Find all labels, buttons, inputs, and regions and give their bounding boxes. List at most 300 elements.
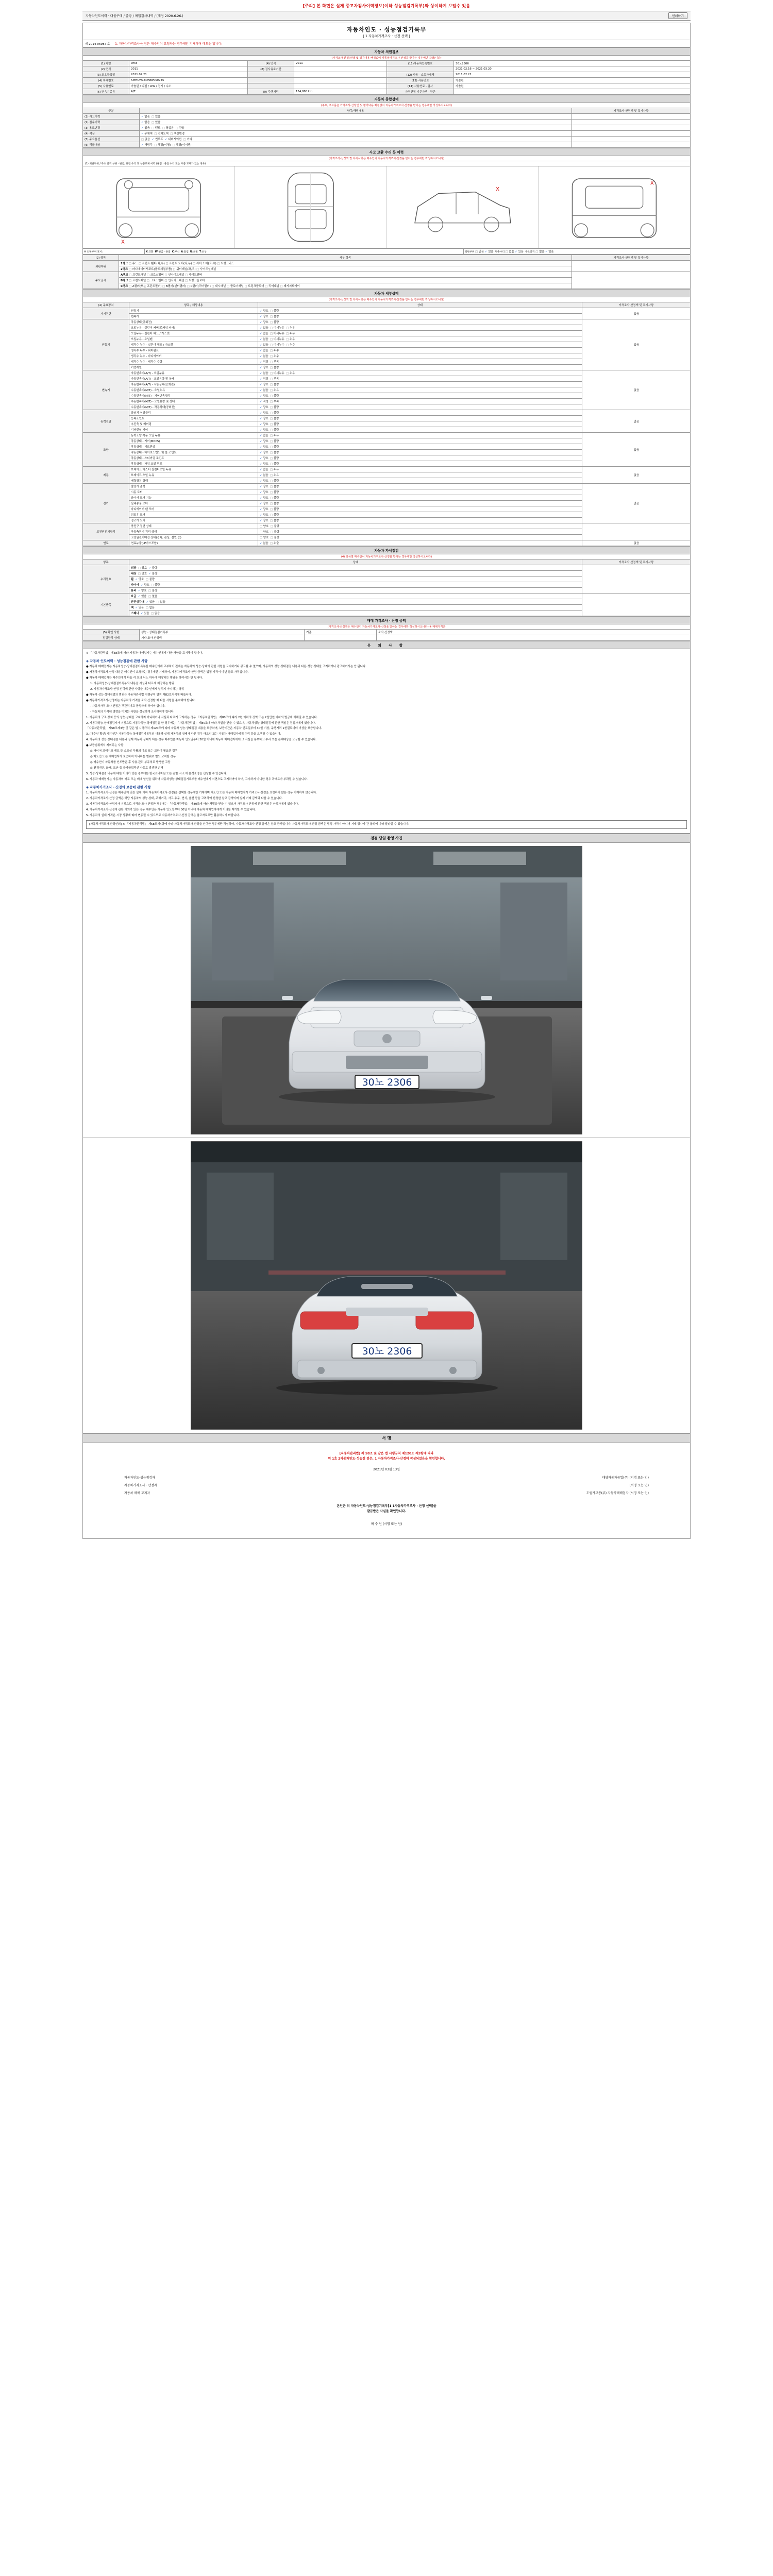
checkbox-option[interactable]: ✓ 양호 [260, 491, 268, 494]
checkbox-option[interactable]: ✓ 양호 [260, 446, 268, 449]
checkbox-option[interactable]: ✓ 양호 [260, 485, 268, 488]
checkbox-option[interactable]: ✓ 썬루프 [152, 138, 163, 141]
checkbox-option[interactable]: □ 리어패널 [265, 285, 279, 288]
checkbox-option[interactable]: □ 불량 [270, 531, 279, 534]
detail-item-label: 냉각수 누수 - 워터펌프 [129, 348, 258, 353]
checkbox-option[interactable]: ✓ 양호 [135, 578, 144, 581]
checkbox-option[interactable]: ✓ 양호 [260, 440, 268, 443]
checkbox-option[interactable]: ✓ 양호 [260, 412, 268, 415]
checkbox-option[interactable]: □ 사이드실패널 [196, 268, 216, 271]
checkbox-option[interactable]: ✓ 없음 [260, 344, 268, 347]
checkbox-option[interactable]: □ 불량 [270, 417, 279, 420]
posture-group-label: 수리필요 [83, 565, 129, 594]
checkbox-option[interactable]: ✓ 양호 [260, 321, 268, 324]
detail-col-header: 상태 [258, 302, 582, 308]
checkbox-option[interactable]: ✓ 양호 [260, 457, 268, 460]
checkbox-option[interactable]: ✓ 양호 [141, 584, 149, 587]
checkbox-option[interactable]: □ 전체도색 [154, 132, 169, 135]
detail-group-memo: 없음 [582, 308, 691, 319]
checkbox-option[interactable]: ✓ 양호 [260, 423, 268, 426]
state-options [140, 137, 572, 142]
checkbox-option[interactable]: □ 누출 [270, 542, 279, 545]
photo-rear-box [82, 1138, 691, 1433]
checkbox-option[interactable]: □ 프런트 도어(좌,우) [165, 262, 192, 265]
checkbox-option[interactable]: ✓ 양호 [260, 514, 268, 517]
posture-options: 유리 ✓ 양호 □ 불량 [129, 588, 582, 594]
info-label: (12) 사용 · 소유자대체 [387, 72, 454, 78]
detail-item-label: 자동변속기(A/T) - 작동상태(공회전) [129, 382, 258, 387]
checkbox-option[interactable]: □ 부족 [270, 378, 279, 381]
detail-state-row [83, 319, 691, 325]
checkbox-option[interactable]: ✓ 양호 [260, 463, 268, 466]
detail-state-row [83, 433, 691, 438]
checkbox-option[interactable]: □ 불량 [270, 508, 279, 511]
checkbox-option[interactable]: □ 없음 [475, 250, 484, 253]
checkbox-option[interactable]: ✓ 양호 [260, 315, 268, 318]
checkbox-option[interactable]: □ 누수 [270, 355, 279, 358]
detail-item-label: 디퍼렌셜 기어 [129, 427, 258, 433]
section2-header: 자동차 종합상태 [83, 95, 691, 103]
checkbox-option[interactable]: □ 트렁크플로어 [185, 279, 205, 282]
notice-paragraph: ◈ 자동차가격조사 · 산정의 보증에 관한 사항 [86, 785, 151, 789]
checkbox-option[interactable]: □ 없음 [535, 250, 545, 253]
checkbox-option[interactable]: □ 인사이드패널 [164, 279, 184, 282]
detail-item-label: 추진축 및 베어링 [129, 421, 258, 427]
notice-paragraph: 6. 자동차 매매업자는 자동차의 매도 또는 매매 알선을 위하여 자동차성능·상태점검기록부를 매수인에게 서면으로 고지하여야 하며, 고지하지 아니한 경우 과태료가 부과될 수 있습니다. [86, 777, 308, 781]
checkbox-option[interactable]: □ 불량 [270, 423, 279, 426]
checkbox-option[interactable]: □ 사이드멤버 [185, 274, 203, 277]
svg-text:X: X [650, 180, 654, 187]
panel-group-label: 외판부위 [83, 261, 119, 272]
doc-note: 1. 자동차가격조사·산정은 매수인이 요청하는 경우에만 기재하며 매도는 합니다. [115, 42, 223, 46]
notice-paragraph: ● 자동차 성능·상태점검의 범위는 자동차관리법 시행규칙 별지 제82호서식에 따릅니다. [86, 693, 192, 697]
checkbox-option[interactable]: □ 누유 [270, 434, 279, 437]
section2-note: (주요, 주요품은 가격조사·산정및 및 평가내용 빠짐없이 자동차가격조사·산정을 받아는 경우에만 작성하시오니다) [83, 103, 691, 108]
notice-paragraph: ● 보증범위에서 제외되는 사항 [86, 744, 124, 748]
photo-front [191, 846, 582, 1134]
checkbox-option[interactable]: □ 미세누수 [270, 344, 284, 347]
checkbox-option[interactable]: □ 불량 [270, 429, 279, 432]
detail-item-options [258, 342, 582, 348]
notice-paragraph: 5. 성능·상태점검 내용에 대한 이의가 있는 경우에는 한국소비자원 또는 관할 시·도에 분쟁조정을 신청할 수 있습니다. [86, 772, 227, 775]
checkbox-option[interactable]: ✓ 없음 [260, 468, 268, 471]
checkbox-option[interactable]: □ A필러(또는 프런트필러) [129, 285, 162, 288]
legend-item: C:부식 [172, 250, 180, 253]
checkbox-option[interactable]: ✓ 적정 [260, 400, 268, 403]
info-label: (13) 사용연료 [387, 78, 454, 83]
notice-paragraph: 1. 자동차가격조사·산정은 매수인이 있는 실제(이하 자동차가격조사·산정)을 선택한 경우에만 기재하며 매도인 또는 자동차 매매업자가 가격조사·산정을 요청하지 않은 경우 기재하지 않습니다. [86, 791, 317, 795]
state-label: (1) 사고이력 [83, 114, 140, 120]
photo-section-header: 점검 당일 촬영 사진 [82, 834, 691, 843]
panel-row [83, 261, 691, 266]
detail-item-label: 구동축전지 격리 상태 [129, 529, 258, 535]
section4-note: (가격조사·산정액 및 특기사항은 매수인이 자동차가격조사·산정을 받아는 경우에만 작성하시오니다) [83, 297, 691, 302]
checkbox-option[interactable]: ✓ 불량 [148, 567, 158, 570]
detail-item-label: 작동상태(공회전) [129, 319, 258, 325]
checkbox-option[interactable]: □ 해당(미이행) [172, 144, 192, 147]
detail-item-options [258, 353, 582, 359]
checkbox-option[interactable]: □ 불량 [270, 412, 279, 415]
checkbox-option[interactable]: ✓ 없음 [260, 332, 268, 335]
checkbox-option[interactable]: □ 없음 [148, 595, 158, 598]
checkbox-option[interactable]: ✓ 양호 [260, 508, 268, 511]
checkbox-option[interactable]: ✓ 양호 [260, 417, 268, 420]
detail-item-label: 작동상태 - 피트먼암 [129, 444, 258, 450]
section3-detail-table: (2) 항목 세부 항목 가격조사·산정액 및 특기사항 외판부위 1랭크 □ 후드 □ 프런트 휀더(좌,우) □ 프런트 도어(좌,우) □ 리어 도어(좌,우) □ 트렁크리드 2랭크 □ 라디에이터서포트(볼트체결부품) □ 쿼터패널(좌,우) □ 사이드실패널 주요골격 A랭크 □ 프런트패널 □ 크로스멤버 □ 인사이드패널 □ 사이드멤버 B랭크 □ 프런트패널 □ 크로스멤버 □ 인사이드패널 □ 트렁크플로어 C랭크 □ A필러(또는 프런트필러) □ B필러(센터필러) □ C필러(리어필러) □ 대시패널 □ 플로어패널 □ 트렁크플로어 □ 리어패널 □ 패키지트레이 [82, 255, 691, 289]
checkbox-option[interactable]: □ 트렁크플로어 [244, 285, 264, 288]
doc-number: 제 2014-06987 호 [85, 43, 110, 46]
checkbox-option[interactable]: □ 양호 [260, 525, 269, 528]
checkbox-option[interactable]: □ 없음 [505, 250, 514, 253]
checkbox-option[interactable]: □ 불량 [270, 463, 279, 466]
checkbox-option[interactable]: □ 누유 [270, 389, 279, 392]
checkbox-option[interactable]: □ 영업용 [162, 127, 174, 130]
detail-item-options [258, 484, 582, 489]
checkbox-option[interactable]: ✓ 양호 [260, 451, 268, 454]
checkbox-option[interactable]: ✓ 없음 [260, 338, 268, 341]
checkbox-option[interactable]: □ 불량 [270, 315, 279, 318]
legend-item: X:교환 [146, 250, 154, 253]
price-row [83, 630, 691, 635]
panel-items: 2랭크 □ 라디에이터서포트(볼트체결부품) □ 쿼터패널(좌,우) □ 사이드실패널 [119, 266, 572, 272]
checkbox-option[interactable]: □ 프런트 휀더(좌,우) [138, 262, 165, 265]
checkbox-option[interactable]: ✓ 있음 [545, 250, 554, 253]
checkbox-option[interactable]: □ 색상변경 [170, 132, 185, 135]
info-value: 134,880 km [294, 89, 387, 95]
checkbox-option[interactable]: □ 누수 [270, 349, 279, 352]
checkbox-option[interactable]: □ 불량 [270, 310, 279, 313]
info-label [248, 83, 294, 89]
checkbox-option[interactable]: □ 누유 [270, 474, 279, 477]
checkbox-option[interactable]: ✓ 양호 [260, 406, 268, 409]
section6-note: (가격조사·산정액은 매수인이 자동차가격조사·산정을 받아는 경우에만 작성하시오니다) ※ 매매가격은 [83, 624, 691, 630]
info-value: 가솔린 [454, 78, 691, 83]
panel-items: C랭크 □ A필러(또는 프런트필러) □ B필러(센터필러) □ C필러(리어필러) □ 대시패널 □ 플로어패널 □ 트렁크플로어 □ 리어패널 □ 패키지트레이 [119, 283, 572, 289]
checkbox-option[interactable]: □ B필러(센터필러) [162, 285, 187, 288]
checkbox-option[interactable]: ✓ 적정 [260, 378, 268, 381]
checkbox-option[interactable]: □ 불량 [270, 395, 279, 398]
checkbox-option[interactable]: □ 불량 [270, 383, 279, 386]
checkbox-option[interactable]: □ 있음 [152, 121, 161, 124]
detail-item-options [258, 387, 582, 393]
checkbox-option[interactable]: ✓ 무채색 [141, 132, 153, 135]
detail-col-header: 항목 / 해당내용 [129, 302, 258, 308]
state-label: (2) 침수이력 [83, 120, 140, 125]
checkbox-option[interactable]: ✓ 없음 [260, 327, 268, 330]
detail-group-memo: 없음 [582, 484, 691, 523]
info-value: 2011.02.21 [129, 72, 248, 78]
detail-group-label: 연료 [83, 540, 129, 546]
checkbox-option[interactable]: □ 없음 [145, 606, 155, 609]
section-detail-state [82, 289, 691, 546]
checkbox-option[interactable]: □ 인사이드패널 [164, 274, 184, 277]
posture-group-label: 기본품목 [83, 594, 129, 616]
notice-paragraph: 1. 자동차성능·상태점검기록부의 내용을 사실과 다르게 제공하는 행위 [90, 682, 174, 686]
checkbox-option[interactable]: □ 불량 [270, 491, 279, 494]
print-button[interactable]: 인쇄하기 [668, 12, 687, 19]
checkbox-option[interactable]: ✓ 없음 [260, 372, 268, 375]
panel-memo [572, 261, 691, 272]
checkbox-option[interactable]: □ 트렁크리드 [217, 262, 234, 265]
checkbox-option[interactable]: □ 기타 [183, 138, 192, 141]
checkbox-option[interactable]: ✓ 있음 [515, 250, 524, 253]
checkbox-option[interactable]: ✓ 있음 [146, 601, 155, 604]
checkbox-option[interactable]: ✓ 양호 [260, 480, 268, 483]
detail-item-options [258, 421, 582, 427]
checkbox-option[interactable]: □ 불량 [270, 485, 279, 488]
posture-col-header: 가격조사·산정액 및 특기사항 [582, 560, 691, 565]
signature-notice [93, 1448, 680, 1465]
detail-item-options [258, 478, 582, 484]
section2-col1: 구분 [83, 108, 140, 114]
checkbox-option[interactable]: ✓ 양호 [260, 429, 268, 432]
checkbox-option[interactable]: □ 라디에이터서포트(볼트체결부품) [128, 268, 172, 271]
signature-name[interactable]: 도림카교통(주) 자동차매매업자 (서명 또는 인) [586, 1491, 649, 1495]
detail-item-label: 윈도우 모터 [129, 512, 258, 518]
detail-group-memo: 없음 [582, 433, 691, 467]
checkbox-option[interactable]: □ 양호 [138, 567, 147, 570]
checkbox-option[interactable]: □ 리어 도어(좌,우) [193, 262, 216, 265]
checkbox-option[interactable]: ✓ 적정 [260, 361, 268, 364]
checkbox-option[interactable]: ✓ 있음 [135, 606, 144, 609]
signature-name[interactable]: 대양자동차공업(주) (서명 또는 인) [602, 1476, 649, 1480]
checkbox-option[interactable]: □ 불량 [270, 366, 279, 369]
checkbox-option[interactable]: □ 누수 [286, 344, 295, 347]
checkbox-option[interactable]: □ 미세누유 [270, 372, 284, 375]
checkbox-option[interactable]: ✓ 있음 [138, 595, 147, 598]
checkbox-option[interactable]: ✓ 불량 [148, 572, 158, 575]
detail-item-options [258, 535, 582, 540]
checkbox-option[interactable]: □ 양호 [138, 572, 147, 575]
checkbox-option[interactable]: □ 렌트 [152, 127, 161, 130]
checkbox-option[interactable]: ✓ 양호 [260, 519, 268, 522]
checkbox-option[interactable]: ✓ 없음 [260, 355, 268, 358]
panel-group-label: 주요골격 [83, 272, 119, 289]
diagram-rear-view [539, 166, 690, 248]
checkbox-option[interactable]: ✓ 있음 [141, 612, 149, 615]
detail-item-options [258, 365, 582, 370]
checkbox-option[interactable]: □ 불량 [270, 440, 279, 443]
diagram-top-view [235, 166, 387, 248]
checkbox-option[interactable]: □ 관용 [175, 127, 184, 130]
checkbox-option[interactable]: ✓ 양호 [260, 366, 268, 369]
checkbox-option[interactable]: □ 프런트패널 [129, 274, 146, 277]
state-memo [572, 120, 691, 125]
detail-item-label: 등속조인트 [129, 416, 258, 421]
signature-notice-line: [자동차관리법] 제 58조 및 같은 법 시행규칙 제120조 제3항에 따라 [339, 1451, 434, 1455]
checkbox-option[interactable]: □ 누유 [286, 372, 295, 375]
posture-options: 안전삼각대 ✓ 있음 □ 없음 [129, 599, 582, 605]
posture-row [83, 594, 691, 599]
checkbox-option[interactable]: □ 있음 [152, 115, 161, 118]
posture-memo [582, 565, 691, 594]
detail-item-options [258, 540, 582, 546]
state-options [140, 131, 572, 137]
posture-col-header: 상태 [129, 560, 582, 565]
detail-group-memo: 없음 [582, 319, 691, 370]
checkbox-option[interactable]: □ 불량 [270, 519, 279, 522]
checkbox-option[interactable]: □ 불량 [270, 497, 279, 500]
info-label: (9) 주행거리 [248, 89, 294, 95]
checkbox-option[interactable]: ✓ 양호 [260, 383, 268, 386]
checkbox-option[interactable]: □ 크로스멤버 [146, 279, 164, 282]
checkbox-option[interactable]: □ 불량 [270, 536, 279, 539]
checkbox-option[interactable]: □ 불량 [145, 578, 155, 581]
detail-item-label: 수동변속기(M/T) - 기어변속장치 [129, 393, 258, 399]
info-label: (14) 사용연료 · 검사 [387, 83, 454, 89]
info-label [248, 72, 294, 78]
detail-item-options [258, 331, 582, 336]
detail-item-options [258, 404, 582, 410]
checkbox-option[interactable]: ✓ 없음 [260, 474, 268, 477]
panel-items: 1랭크 □ 후드 □ 프런트 휀더(좌,우) □ 프런트 도어(좌,우) □ 리어 도어(좌,우) □ 트렁크리드 [119, 261, 572, 266]
detail-item-options [258, 501, 582, 506]
notice-paragraph: - 자동차의 가격에 영향을 미치는 사항을 성실하게 조사하여야 합니다. [90, 710, 175, 714]
checkbox-option[interactable]: ✓ 없음 [260, 434, 268, 437]
notice-paragraph: ● 자동차가격조사·산정자는 자동차의 가격을 조사·산정할 때 다음 사항을 준수해야 합니다. [86, 699, 196, 702]
checkbox-option[interactable]: □ 패키지트레이 [280, 285, 300, 288]
detail-item-label: 냉각수 누수 - 라디에이터 [129, 353, 258, 359]
checkbox-option[interactable]: □ 불량 [270, 406, 279, 409]
detail-item-options [258, 472, 582, 478]
checkbox-option[interactable]: □ 해당(이행) [154, 144, 171, 147]
notice-paragraph: ◈ 자동차 인도이력 · 성능점검에 관한 사항 [86, 658, 148, 663]
detail-item-options [258, 438, 582, 444]
detail-group-label: 조향 [83, 433, 129, 467]
detail-item-options [258, 529, 582, 535]
info-value [294, 78, 387, 83]
checkbox-option[interactable]: ✓ 없음 [260, 349, 268, 352]
section6-header: 매매 가격조사 · 산정 금액 [83, 617, 691, 624]
vehicle-info-row [83, 78, 691, 83]
checkbox-option[interactable]: ✓ 양호 [260, 310, 268, 313]
signature-block [82, 1443, 691, 1539]
checkbox-option[interactable]: ✓ 양호 [138, 589, 147, 592]
info-label [248, 78, 294, 83]
info-label: (8) 검사유효기간 [248, 66, 294, 72]
checkbox-option[interactable]: ✓ 없음 [260, 389, 268, 392]
vehicle-info-row [83, 89, 691, 95]
section3-note: (가격조사·산정액 및 특기사항은 매수인이 자동차가격조사·산정을 받아는 경우에만 작성하시오니다) [83, 156, 691, 161]
info-value: 2011 [294, 61, 387, 66]
checkbox-option[interactable]: □ 불량 [270, 525, 279, 528]
checkbox-option[interactable]: □ 불량 [270, 514, 279, 517]
section-accident-history [82, 148, 691, 166]
checkbox-option[interactable]: ✓ 있음 [484, 250, 494, 253]
checkbox-option[interactable]: ✓ 양호 [260, 497, 268, 500]
info-value: 2021.02.16 ~ 2021.03.20 [454, 66, 691, 72]
checkbox-option[interactable]: ✓ 양호 [260, 502, 268, 505]
damage-diagram [82, 166, 691, 248]
info-value: 가솔린 / 디젤 / LPG / 전기 / 수소 [129, 83, 248, 89]
price-basis: 기준 [305, 630, 377, 635]
page-title: 자동차인도 · 성능점검기록부 [346, 26, 427, 33]
detail-item-label: 라디에이터 팬 모터 [129, 506, 258, 512]
toolbar [82, 11, 691, 21]
checkbox-option[interactable]: □ 양호 [260, 531, 269, 534]
notice-paragraph: ● 자동차 매매업자는 매수인에게 다음 각 호의 어느 하나에 해당하는 행위를 하여서는 안 됩니다. [86, 676, 203, 680]
detail-state-row [83, 484, 691, 489]
legend-bottom-item: 단순수리 □ 없음 ✓ 있음 [495, 250, 524, 253]
info-value: 30노2306 [454, 61, 691, 66]
checkbox-option[interactable]: □ 미세누유 [270, 332, 284, 335]
checkbox-option[interactable]: □ 없음 [156, 601, 165, 604]
detail-item-label: 정조기 모터 [129, 518, 258, 523]
section4-header: 자동차 세부상태 [83, 290, 691, 297]
detail-item-options [258, 308, 582, 314]
checkbox-option[interactable]: □ 누유 [270, 468, 279, 471]
notice-title: 유 의 사 항 [83, 641, 691, 649]
checkbox-option[interactable]: □ 불량 [270, 457, 279, 460]
detail-col-header: 가격조사·산정액 및 특기사항 [582, 302, 691, 308]
detail-item-label: 냉각수 누수 - 냉각수 수량 [129, 359, 258, 365]
checkbox-option[interactable]: □ 누유 [286, 338, 295, 341]
checkbox-option[interactable]: □ 누유 [286, 332, 295, 335]
checkbox-option[interactable]: ✓ 내비게이션 [164, 138, 182, 141]
toolbar-label: 자동차인도이력 · 대물구매 / 출장 / 매입검사내역 / (개정 2020.6.26.) [86, 14, 183, 18]
photo-rear [191, 1141, 582, 1430]
detail-item-options [258, 467, 582, 472]
vehicle-info-row [83, 61, 691, 66]
checkbox-option[interactable]: □ 불량 [270, 480, 279, 483]
checkbox-option[interactable]: □ 크로스멤버 [146, 274, 164, 277]
checkbox-option[interactable]: ✓ 없음 [141, 121, 150, 124]
checkbox-option[interactable]: □ 불량 [270, 451, 279, 454]
checkbox-option[interactable]: ✓ 해당무 [141, 144, 153, 147]
checkbox-option[interactable]: □ 불량 [151, 584, 160, 587]
checkbox-option[interactable]: □ 없음 [141, 138, 150, 141]
checkbox-option[interactable]: □ 미세누유 [270, 338, 284, 341]
state-label: (6) 리콜대상 [83, 142, 140, 148]
checkbox-option[interactable]: □ 프런트패널 [129, 279, 146, 282]
notice-paragraph: - 자동차가격 조사·산정은 객관적이고 공정하게 하여야 합니다. [90, 704, 165, 708]
checkbox-option[interactable]: □ 없음 [151, 612, 160, 615]
posture-options: 요금 ✓ 있음 □ 없음 [129, 594, 582, 599]
state-memo [572, 142, 691, 148]
checkbox-option[interactable]: ✓ 없음 [141, 127, 150, 130]
checkbox-option[interactable]: ✓ 없음 [260, 542, 268, 545]
checkbox-option[interactable]: □ 양호 [260, 536, 269, 539]
checkbox-option[interactable]: □ 불량 [270, 321, 279, 324]
panel-items: A랭크 □ 프런트패널 □ 크로스멤버 □ 인사이드패널 □ 사이드멤버 [119, 272, 572, 278]
checkbox-option[interactable]: □ 불량 [270, 502, 279, 505]
checkbox-option[interactable]: □ 누유 [286, 327, 295, 330]
checkbox-option[interactable]: □ 미세누유 [270, 327, 284, 330]
checkbox-option[interactable]: □ 쿼터패널(좌,우) [173, 268, 196, 271]
signature-name[interactable]: (서명 또는 인) [629, 1483, 649, 1487]
checkbox-option[interactable]: □ 대시패널 [211, 285, 226, 288]
state-memo [572, 125, 691, 131]
section-vehicle-info [82, 47, 691, 95]
signature-title: 서 명 [82, 1433, 691, 1443]
detail-item-options [258, 348, 582, 353]
notice-body [83, 649, 690, 833]
overall-state-row [83, 131, 691, 137]
checkbox-option[interactable]: ✓ 양호 [260, 395, 268, 398]
checkbox-option[interactable]: □ 불량 [148, 589, 158, 592]
detail-group-memo: 없음 [582, 467, 691, 484]
checkbox-option[interactable]: □ 부족 [270, 361, 279, 364]
checkbox-option[interactable]: □ 후드 [128, 262, 138, 265]
checkbox-option[interactable]: □ C필러(리어필러) [187, 285, 211, 288]
checkbox-option[interactable]: □ 플로어패널 [226, 285, 244, 288]
info-value: A/T [129, 89, 248, 95]
info-value [294, 72, 387, 78]
section-overall-state [82, 95, 691, 148]
checkbox-option[interactable]: ✓ 없음 [141, 115, 150, 118]
checkbox-option[interactable]: □ 불량 [270, 446, 279, 449]
checkbox-option[interactable]: □ 부족 [270, 400, 279, 403]
